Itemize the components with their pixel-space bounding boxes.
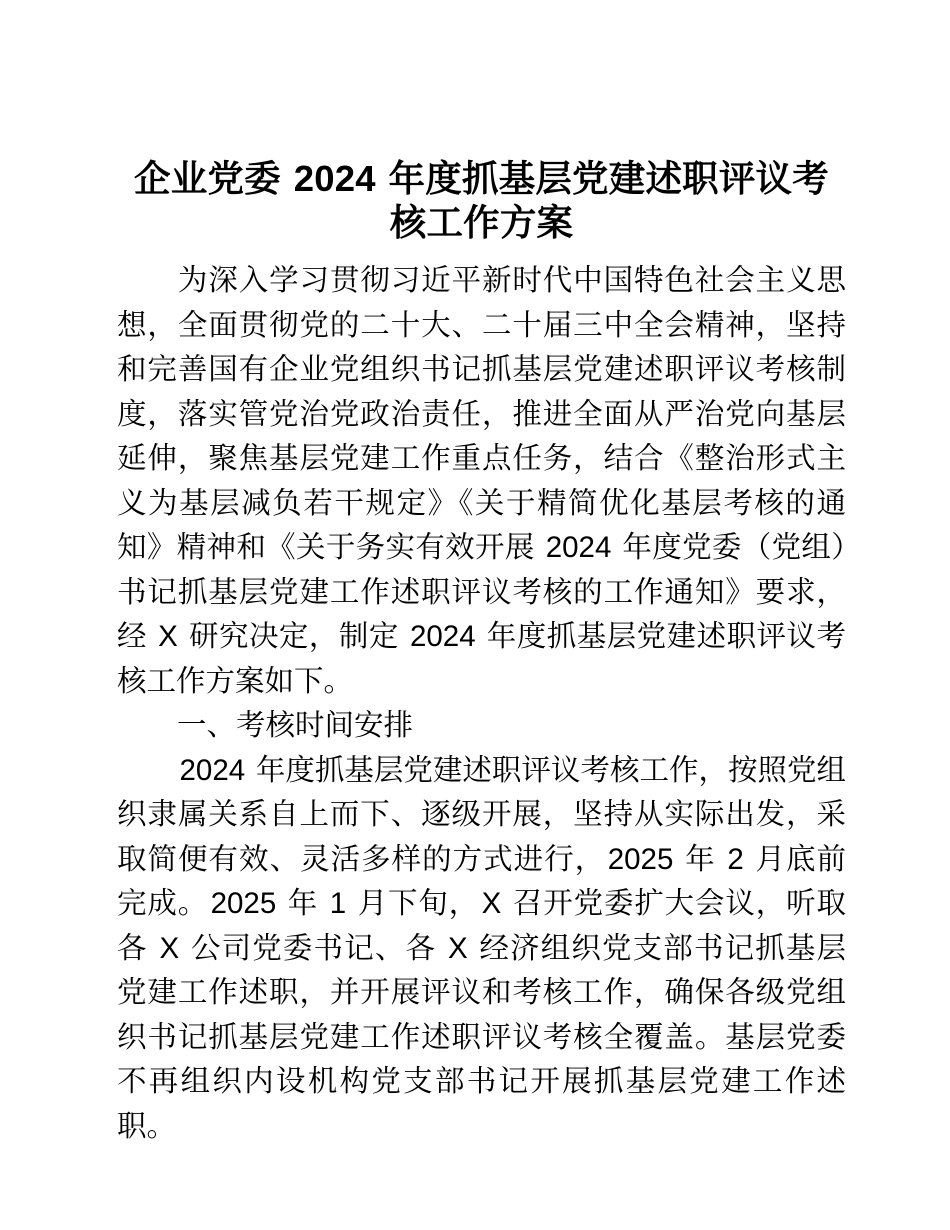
paragraph-intro <box>117 259 846 704</box>
document-text-column <box>117 0 846 1149</box>
section-heading-1-text: 一、考核时间安排 <box>177 709 414 742</box>
section-heading-1 <box>117 704 846 749</box>
paragraph-intro-text: 为深入学习贯彻习近平新时代中国特色社会主义思想，全面贯彻党的二十大、二十届三中全会精神，坚持和完善国有企业党组织书记抓基层党建述职评议考核制度，落实管党治党政治责任，推进全面从严治党向基层延伸，聚焦基层党建工作重点任务，结合《整治形式主义为基层减负若干规定》《关于精简优化基层考核的通知》精神和《关于务实有效开展 2024 年度党委（党组）书记抓基层党建工作述职评议考核的工作通知》要求，经 X 研究决定，制定 2024 年度抓基层党建述职评议考核工作方案如下。 <box>117 264 847 698</box>
paragraph-section-1-text: 2024 年度抓基层党建述职评议考核工作，按照党组织隶属关系自上而下、逐级开展，坚持从实际出发，采取简便有效、灵活多样的方式进行，2025 年 2 月底前完成。2025 年 1 月下旬，X 召开党委扩大会议，听取各 X 公司党委书记、各 X 经济组织党支部书记抓基层党建工作述职，并开展评议和考核工作，确保各级党组织书记抓基层党建工作述职评议考核全覆盖。基层党委不再组织内设机构党支部书记开展抓基层党建工作述职。 <box>117 753 846 1143</box>
paragraph-section-1-body <box>117 749 846 1150</box>
document-title: 企业党委 2024 年度抓基层党建述职评议考核工作方案 <box>134 158 829 243</box>
